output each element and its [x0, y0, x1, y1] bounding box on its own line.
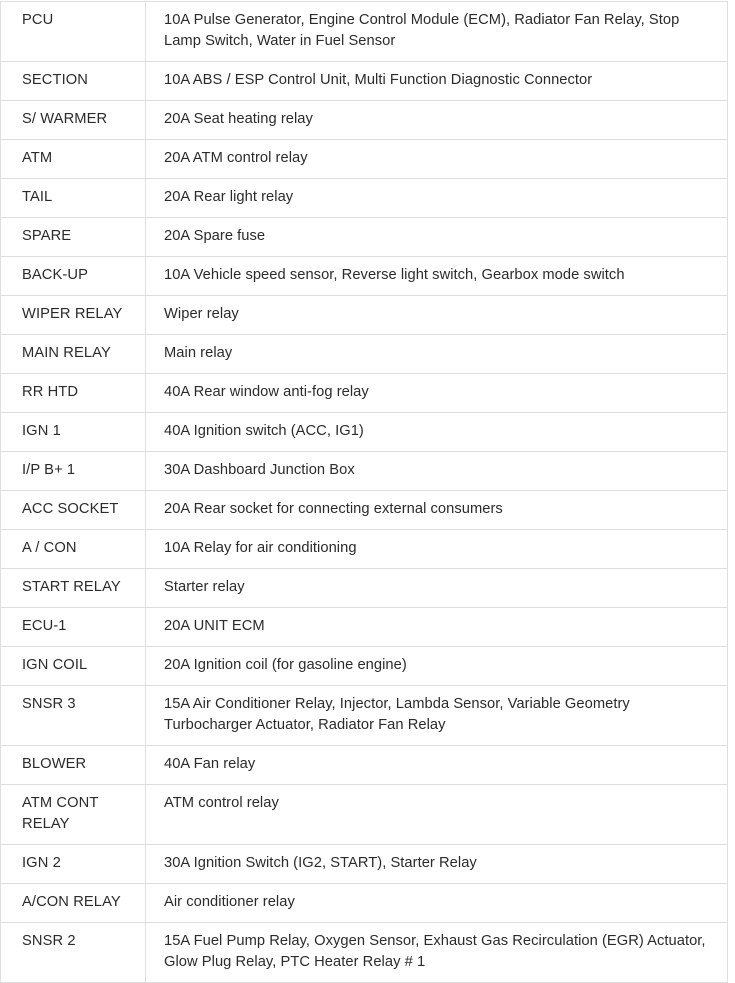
fuse-description-cell: 40A Fan relay	[146, 746, 728, 785]
fuse-description-cell: 20A UNIT ECM	[146, 608, 728, 647]
fuse-name-cell: BLOWER	[1, 746, 146, 785]
table-row	[1, 218, 728, 257]
fuse-name-cell: BACK-UP	[1, 257, 146, 296]
fuse-description-cell: 20A Seat heating relay	[146, 101, 728, 140]
fuse-name-cell: SNSR 3	[1, 686, 146, 746]
fuse-description-cell: 20A ATM control relay	[146, 140, 728, 179]
table-row	[1, 2, 728, 62]
fuse-description-cell: 20A Spare fuse	[146, 218, 728, 257]
fuse-description-cell: Starter relay	[146, 569, 728, 608]
fuse-box-table-body	[1, 2, 728, 983]
fuse-name-cell: START RELAY	[1, 569, 146, 608]
fuse-description-cell: Main relay	[146, 335, 728, 374]
fuse-name-cell: ATM CONT RELAY	[1, 785, 146, 845]
fuse-name-cell: MAIN RELAY	[1, 335, 146, 374]
table-row	[1, 569, 728, 608]
fuse-description-cell: 10A Pulse Generator, Engine Control Module (ECM), Radiator Fan Relay, Stop Lamp Switch, Water in Fuel Sensor	[146, 2, 728, 62]
fuse-name-cell: SPARE	[1, 218, 146, 257]
table-row	[1, 923, 728, 983]
table-row	[1, 335, 728, 374]
table-row	[1, 179, 728, 218]
table-row	[1, 140, 728, 179]
table-row	[1, 62, 728, 101]
table-row	[1, 296, 728, 335]
fuse-name-cell: A/CON RELAY	[1, 884, 146, 923]
table-row	[1, 608, 728, 647]
fuse-name-cell: RR HTD	[1, 374, 146, 413]
fuse-name-cell: ACC SOCKET	[1, 491, 146, 530]
table-row	[1, 884, 728, 923]
fuse-description-cell: 30A Dashboard Junction Box	[146, 452, 728, 491]
fuse-description-cell: 40A Rear window anti-fog relay	[146, 374, 728, 413]
table-row	[1, 785, 728, 845]
fuse-name-cell: PCU	[1, 2, 146, 62]
table-row	[1, 413, 728, 452]
fuse-description-cell: 20A Rear socket for connecting external consumers	[146, 491, 728, 530]
table-row	[1, 452, 728, 491]
table-row	[1, 374, 728, 413]
table-row	[1, 686, 728, 746]
fuse-description-cell: Wiper relay	[146, 296, 728, 335]
fuse-name-cell: IGN COIL	[1, 647, 146, 686]
fuse-name-cell: S/ WARMER	[1, 101, 146, 140]
fuse-name-cell: SNSR 2	[1, 923, 146, 983]
table-row	[1, 746, 728, 785]
fuse-description-cell: 20A Rear light relay	[146, 179, 728, 218]
fuse-name-cell: ATM	[1, 140, 146, 179]
table-row	[1, 530, 728, 569]
fuse-name-cell: WIPER RELAY	[1, 296, 146, 335]
fuse-name-cell: A / CON	[1, 530, 146, 569]
table-row	[1, 647, 728, 686]
fuse-description-cell: 10A ABS / ESP Control Unit, Multi Function Diagnostic Connector	[146, 62, 728, 101]
fuse-name-cell: ECU-1	[1, 608, 146, 647]
fuse-description-cell: 15A Fuel Pump Relay, Oxygen Sensor, Exhaust Gas Recirculation (EGR) Actuator, Glow Plug Relay, PTC Heater Relay # 1	[146, 923, 728, 983]
fuse-name-cell: IGN 1	[1, 413, 146, 452]
fuse-description-cell: 30A Ignition Switch (IG2, START), Starter Relay	[146, 845, 728, 884]
table-row	[1, 491, 728, 530]
table-row	[1, 257, 728, 296]
table-row	[1, 101, 728, 140]
fuse-name-cell: IGN 2	[1, 845, 146, 884]
fuse-name-cell: TAIL	[1, 179, 146, 218]
fuse-name-cell: SECTION	[1, 62, 146, 101]
fuse-description-cell: 10A Relay for air conditioning	[146, 530, 728, 569]
fuse-box-table	[0, 1, 728, 983]
fuse-description-cell: 40A Ignition switch (ACC, IG1)	[146, 413, 728, 452]
fuse-description-cell: 10A Vehicle speed sensor, Reverse light switch, Gearbox mode switch	[146, 257, 728, 296]
fuse-description-cell: 15A Air Conditioner Relay, Injector, Lambda Sensor, Variable Geometry Turbocharger Actuator, Radiator Fan Relay	[146, 686, 728, 746]
fuse-description-cell: ATM control relay	[146, 785, 728, 845]
fuse-name-cell: I/P B+ 1	[1, 452, 146, 491]
fuse-description-cell: Air conditioner relay	[146, 884, 728, 923]
table-row	[1, 845, 728, 884]
fuse-description-cell: 20A Ignition coil (for gasoline engine)	[146, 647, 728, 686]
